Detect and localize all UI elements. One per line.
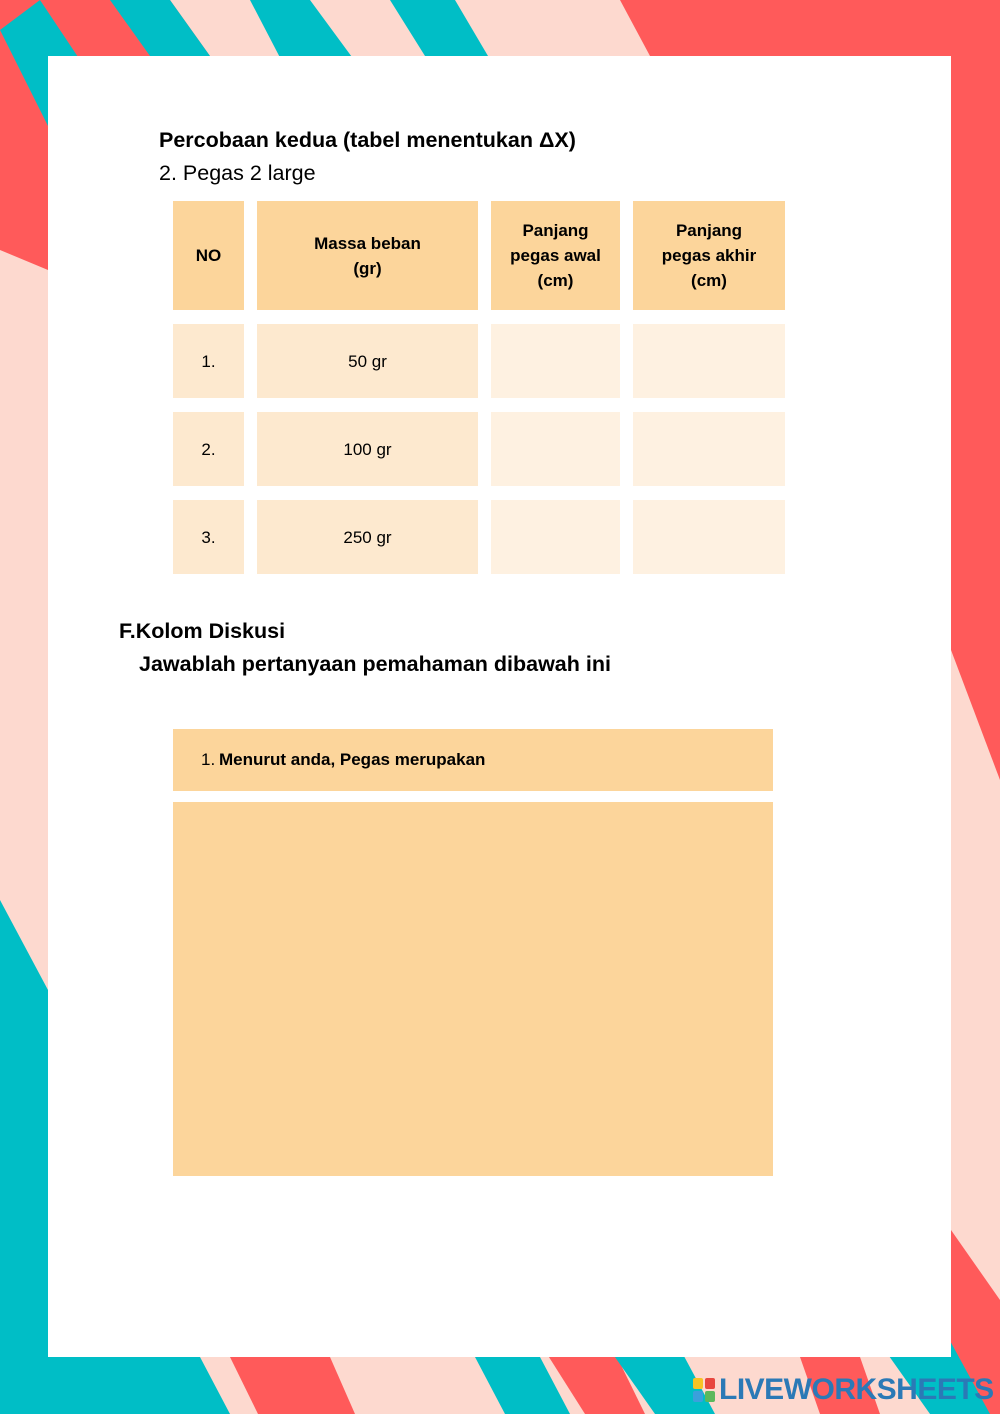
table-header-mass	[257, 201, 478, 310]
experiment-subtitle: 2. Pegas 2 large	[159, 161, 316, 185]
brand-name: LIVEWORKSHEETS	[719, 1373, 994, 1406]
table-header-final-length	[633, 201, 785, 310]
section-instruction: Jawablah pertanyaan pemahaman dibawah ini	[139, 652, 611, 676]
table-header-initial-length	[491, 201, 620, 310]
table-header-initial-label: Panjang pegas awal (cm)	[510, 221, 601, 290]
table-header-mass-label: Massa beban (gr)	[314, 233, 421, 278]
answer-textarea[interactable]	[173, 802, 773, 1176]
table-cell-initial-input[interactable]	[491, 500, 620, 574]
table-cell-mass: 50 gr	[257, 324, 478, 398]
table-cell-final-input[interactable]	[633, 324, 785, 398]
table-cell-final-input[interactable]	[633, 412, 785, 486]
table-cell-initial-input[interactable]	[491, 412, 620, 486]
question-text: Menurut anda, Pegas merupakan	[219, 750, 486, 769]
table-header-no: NO	[173, 201, 244, 310]
table-cell-no: 3.	[173, 500, 244, 574]
table-cell-no: 1.	[173, 324, 244, 398]
liveworksheets-logo	[693, 1374, 994, 1406]
table-cell-no: 2.	[173, 412, 244, 486]
table-cell-mass: 250 gr	[257, 500, 478, 574]
table-cell-initial-input[interactable]	[491, 324, 620, 398]
experiment-title: Percobaan kedua (tabel menentukan ΔX)	[159, 128, 576, 152]
liveworksheets-logo-icon	[693, 1378, 715, 1402]
table-cell-final-input[interactable]	[633, 500, 785, 574]
table-cell-mass: 100 gr	[257, 412, 478, 486]
section-heading: F.Kolom Diskusi	[119, 619, 286, 643]
table-header-final-label: Panjang pegas akhir (cm)	[661, 221, 757, 290]
question-bar	[173, 729, 773, 791]
question-number: 1.	[201, 750, 216, 769]
